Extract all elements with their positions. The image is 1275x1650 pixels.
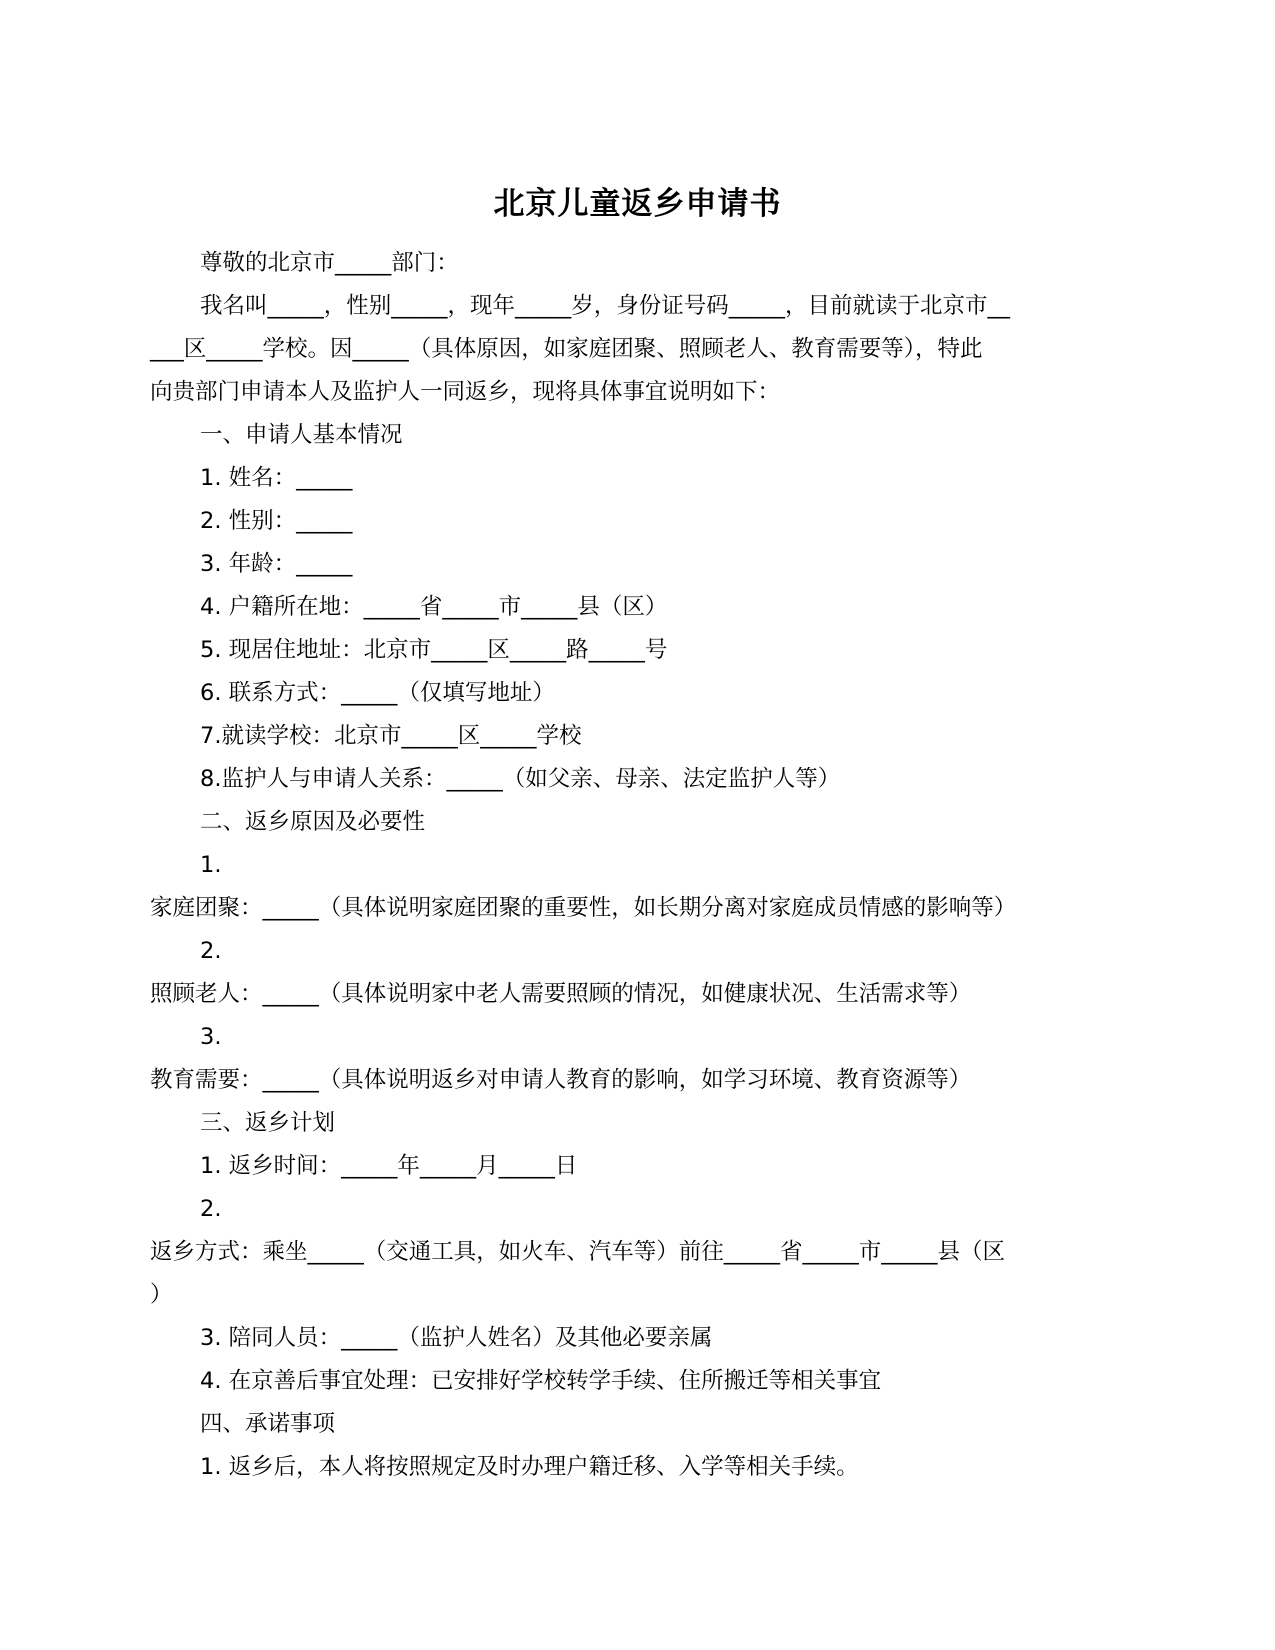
text-line: 1. 返乡时间：_____年_____月_____日 bbox=[200, 1153, 578, 1179]
text-line: 2. bbox=[200, 938, 222, 964]
document-body bbox=[150, 242, 1125, 1489]
text-line: 三、返乡计划 bbox=[200, 1110, 336, 1136]
text-line: 5. 现居住地址：北京市_____区_____路_____号 bbox=[200, 637, 668, 663]
text-line: ） bbox=[150, 1282, 173, 1308]
text-line: 6. 联系方式：_____（仅填写地址） bbox=[200, 680, 555, 706]
text-line: 4. 在京善后事宜处理：已安排好学校转学手续、住所搬迁等相关事宜 bbox=[200, 1368, 882, 1394]
text-line: 照顾老人：_____（具体说明家中老人需要照顾的情况，如健康状况、生活需求等） bbox=[150, 981, 972, 1007]
text-line: ___区_____学校。因_____（具体原因，如家庭团聚、照顾老人、教育需要等），特此 bbox=[150, 336, 983, 362]
text-line: 7.就读学校：北京市_____区_____学校 bbox=[200, 723, 582, 749]
text-line: 2. bbox=[200, 1196, 222, 1222]
text-line: 二、返乡原因及必要性 bbox=[200, 809, 426, 835]
text-line: 1. bbox=[200, 852, 222, 878]
text-line: 我名叫_____，性别_____，现年_____岁，身份证号码_____，目前就读于北京市__ bbox=[200, 293, 1011, 319]
text-line: 3. 陪同人员：_____（监护人姓名）及其他必要亲属 bbox=[200, 1325, 713, 1351]
text-line: 4. 户籍所在地：_____省_____市_____县（区） bbox=[200, 594, 668, 620]
document-title: 北京儿童返乡申请书 bbox=[493, 186, 782, 222]
text-line: 一、申请人基本情况 bbox=[200, 422, 403, 448]
text-line: 1. 返乡后，本人将按照规定及时办理户籍迁移、入学等相关手续。 bbox=[200, 1454, 859, 1480]
text-line: 3. bbox=[200, 1024, 222, 1050]
text-line: 返乡方式：乘坐_____（交通工具，如火车、汽车等）前往_____省_____市_____县（区 bbox=[150, 1239, 1006, 1265]
text-line: 尊敬的北京市_____部门： bbox=[200, 250, 459, 276]
text-line: 家庭团聚：_____（具体说明家庭团聚的重要性，如长期分离对家庭成员情感的影响等） bbox=[150, 895, 1017, 921]
text-line: 四、承诺事项 bbox=[200, 1411, 336, 1437]
text-line: 教育需要：_____（具体说明返乡对申请人教育的影响，如学习环境、教育资源等） bbox=[150, 1067, 972, 1093]
text-line: 1. 姓名：_____ bbox=[200, 465, 353, 491]
text-line: 向贵部门申请本人及监护人一同返乡，现将具体事宜说明如下： bbox=[150, 379, 781, 405]
text-line: 8.监护人与申请人关系：_____（如父亲、母亲、法定监护人等） bbox=[200, 766, 841, 792]
text-line: 2. 性别：_____ bbox=[200, 508, 353, 534]
text-line: 3. 年龄：_____ bbox=[200, 551, 353, 577]
